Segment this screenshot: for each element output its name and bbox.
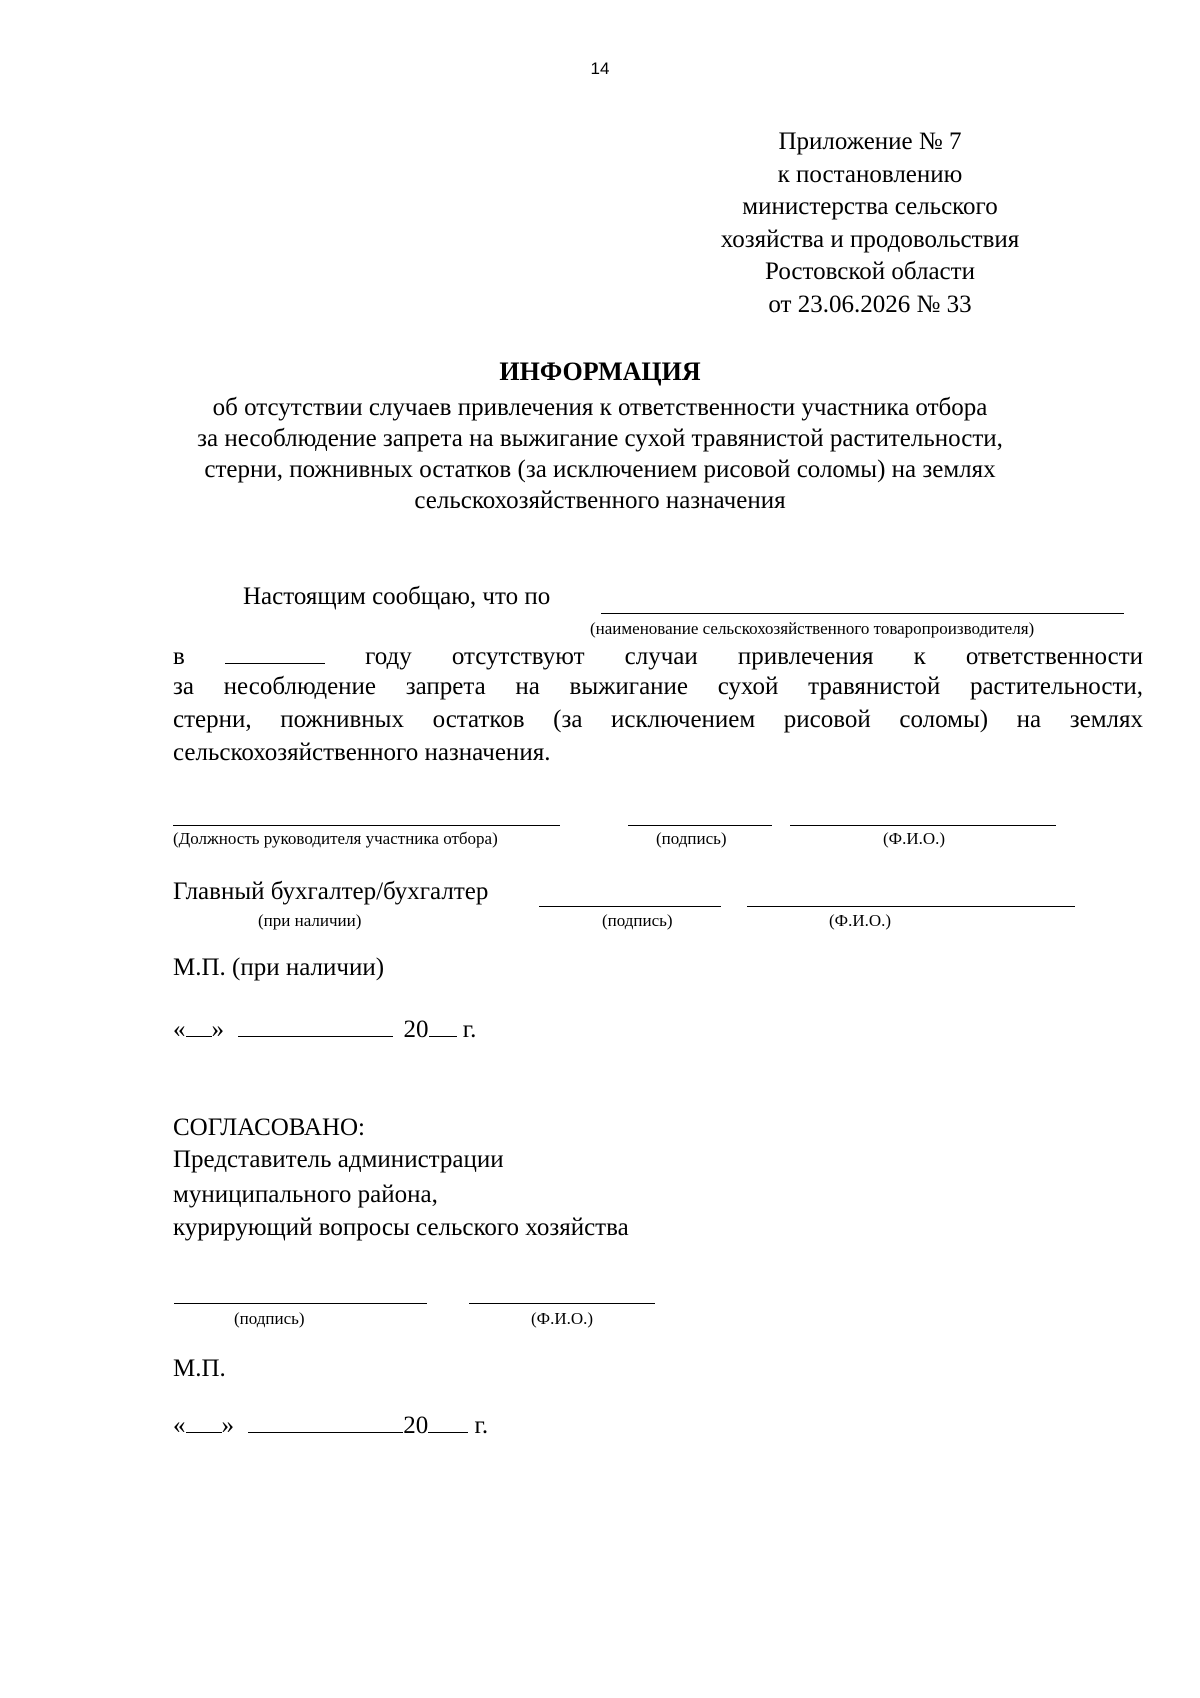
approval-heading: СОГЛАСОВАНО:	[173, 1114, 366, 1141]
approval-signature-line[interactable]	[174, 1303, 427, 1304]
page-number: 14	[590, 59, 610, 78]
appendix-line: от 23.06.2026 № 33	[768, 290, 972, 318]
approval-date-row	[173, 1410, 488, 1440]
date-close-quote: »	[221, 1412, 234, 1439]
stamp-label: М.П. (при наличии)	[173, 954, 385, 981]
approval-line: курирующий вопросы сельского хозяйства	[173, 1214, 629, 1241]
accountant-note: (при наличии)	[258, 911, 362, 930]
head-fio-line[interactable]	[790, 825, 1056, 826]
head-position-line[interactable]	[173, 825, 560, 826]
head-signature-caption: (подпись)	[656, 829, 727, 848]
date-year-suffix: г.	[474, 1412, 489, 1439]
subtitle-line: за несоблюдение запрета на выжигание сухой травянистой растительности,	[197, 425, 1003, 452]
head-fio-caption: (Ф.И.О.)	[883, 829, 946, 848]
subtitle-line: стерни, пожнивных остатков (за исключением рисовой соломы) на землях	[204, 456, 996, 483]
approval-stamp-label: М.П.	[173, 1355, 226, 1382]
approval-line: Представитель администрации	[173, 1146, 504, 1173]
head-signature-line[interactable]	[628, 825, 772, 826]
date-month-blank[interactable]	[238, 1014, 393, 1037]
appendix-line: Ростовской области	[765, 258, 975, 285]
approval-line: муниципального района,	[173, 1181, 438, 1208]
body-line-1	[173, 641, 1143, 671]
appendix-line: хозяйства и продовольствия	[720, 225, 1020, 253]
appendix-line: к постановлению	[777, 160, 963, 188]
body-line-1-rest: году отсутствуют случаи привлечения к ответственности	[365, 643, 1144, 670]
date-year-prefix: 20	[403, 1412, 429, 1439]
date-year-blank[interactable]	[429, 1014, 457, 1037]
accountant-signature-line[interactable]	[539, 906, 721, 907]
approval-fio-line[interactable]	[469, 1303, 655, 1304]
accountant-fio-line[interactable]	[747, 906, 1075, 907]
body-line-2: за несоблюдение запрета на выжигание сухой травянистой растительности,	[173, 673, 1143, 700]
date-open-quote: «	[173, 1016, 186, 1043]
appendix-line: Приложение № 7	[778, 128, 962, 155]
date-close-quote: »	[211, 1016, 224, 1043]
body-line-4: сельскохозяйственного назначения.	[173, 739, 551, 766]
body-line-3: стерни, пожнивных остатков (за исключением рисовой соломы) на землях	[173, 706, 1143, 733]
producer-name-caption: (наименование сельскохозяйственного товаропроизводителя)	[590, 619, 1035, 638]
date-year-prefix: 20	[403, 1016, 429, 1043]
body-intro: Настоящим сообщаю, что по	[243, 583, 551, 610]
document-subtitle	[0, 392, 1200, 516]
approval-signature-caption: (подпись)	[234, 1309, 305, 1328]
date-day-blank[interactable]	[186, 1014, 212, 1037]
accountant-signature-caption: (подпись)	[602, 911, 673, 930]
subtitle-line: об отсутствии случаев привлечения к ответственности участника отбора	[212, 394, 988, 421]
date-day-blank[interactable]	[186, 1410, 222, 1433]
body-year-prefix: в	[173, 643, 185, 670]
date-month-blank[interactable]	[248, 1410, 403, 1433]
head-position-caption: (Должность руководителя участника отбора)	[173, 829, 498, 848]
approval-fio-caption: (Ф.И.О.)	[531, 1309, 594, 1328]
appendix-line: министерства сельского	[742, 193, 998, 220]
date-open-quote: «	[173, 1412, 186, 1439]
appendix-block	[680, 126, 1060, 321]
document-title: ИНФОРМАЦИЯ	[499, 357, 701, 386]
date-year-blank[interactable]	[428, 1410, 468, 1433]
accountant-fio-caption: (Ф.И.О.)	[829, 911, 892, 930]
date-year-suffix: г.	[462, 1016, 477, 1043]
date-row	[173, 1014, 476, 1044]
year-blank[interactable]	[225, 641, 325, 664]
subtitle-line: сельскохозяйственного назначения	[414, 487, 786, 514]
accountant-label: Главный бухгалтер/бухгалтер	[173, 878, 489, 905]
producer-name-line[interactable]	[601, 613, 1124, 614]
